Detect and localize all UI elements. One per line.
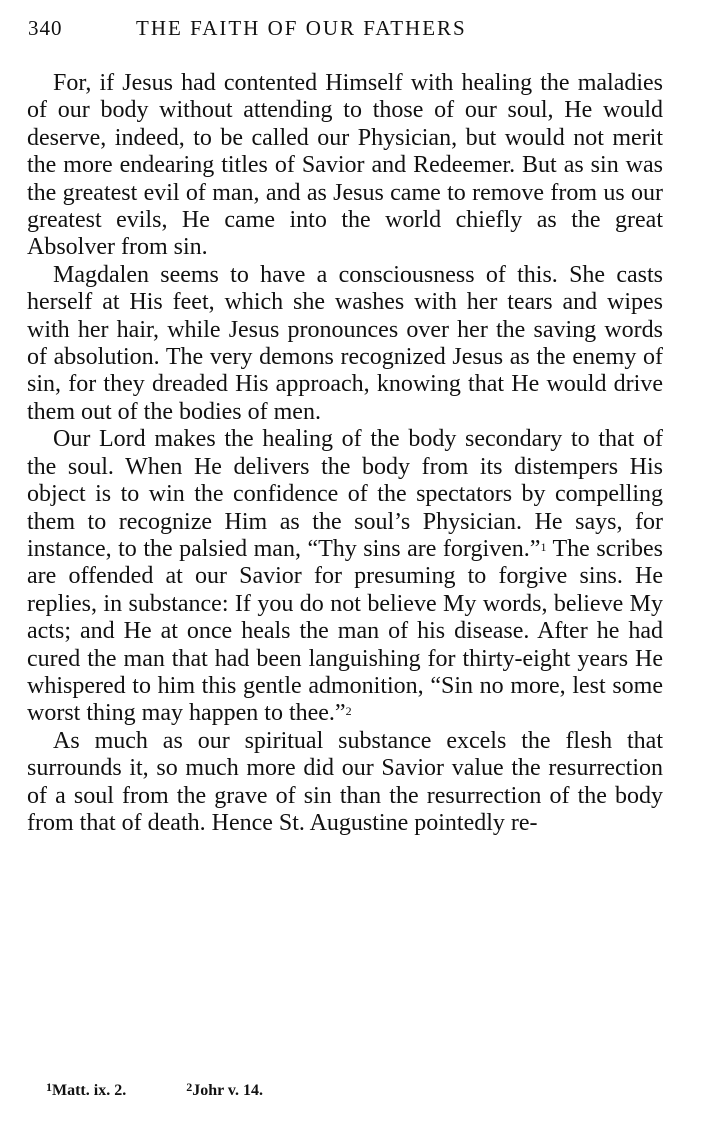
paragraph: Magdalen seems to have a consciousness of this. She casts herself at His feet, which she washes with her tears and wipes with her hair, while Jesus pronounces over her the saving words of absolution. The very demons recognized Jesus as the enemy of sin, for they dreaded His approach, knowing that He would drive them out of the bodies of men.: [27, 261, 663, 425]
footnote-ref-2[interactable]: 2: [345, 704, 352, 719]
body-text: [27, 70, 663, 837]
paragraph: [27, 426, 663, 727]
footnote-text: Matt. ix. 2.: [52, 1082, 127, 1099]
running-title: THE FAITH OF OUR FATHERS: [136, 16, 467, 40]
paragraph-text: Our Lord makes the healing of the body secondary to that of the soul. When He delivers the body from its distempers His object is to win the confidence of the spectators by compelling them to recognize Him as the soul’s Physician. He says, for instance, to the palsied man, “Thy sins are forgiven.”: [27, 426, 663, 562]
paragraph-text: The scribes are offended at our Savior for presuming to forgive sins. He replies, in substance: If you do not believe My words, believe My acts; and He at once heals the man of his disease. After he had cured the man that had been languishing for thirty-eight years He whispered to him this gentle admonition, “Sin no more, lest some worst thing may happen to thee.”: [27, 535, 663, 727]
footnote-2: [186, 1082, 263, 1100]
page-number: 340: [28, 16, 63, 40]
footnote-marker: 1: [46, 1080, 52, 1094]
paragraph: As much as our spiritual substance excels the flesh that surrounds it, so much more did our Savior value the resurrection of a soul from the grave of sin than the resurrection of the body from that of death. Hence St. Augustine pointedly re-: [27, 727, 663, 836]
footnotes: [46, 1082, 263, 1100]
footnote-marker: 2: [186, 1080, 193, 1094]
paragraph: For, if Jesus had contented Himself with healing the maladies of our body without attending to those of our soul, He would deserve, indeed, to be called our Physician, but would not merit the more endearing titles of Savior and Redeemer. But as sin was the greatest evil of man, and as Jesus came to remove from us our greatest evils, He came into the world chiefly as the great Absolver from sin.: [27, 70, 663, 261]
footnote-text: Johr v. 14.: [192, 1082, 264, 1099]
footnote-1: [46, 1082, 126, 1100]
page-header: [28, 16, 668, 46]
footnote-ref-1[interactable]: 1: [540, 539, 547, 554]
